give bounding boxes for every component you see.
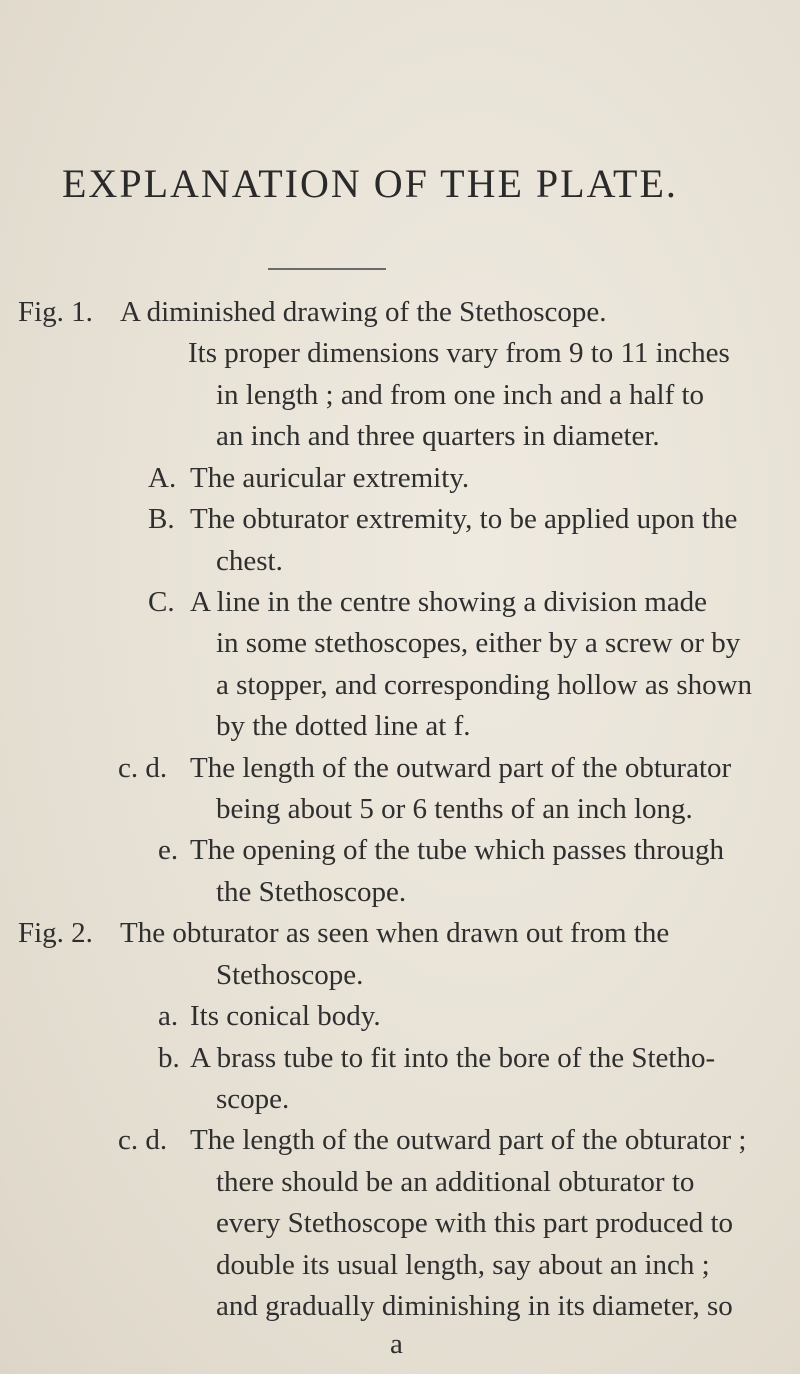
entry-line: Its conical body. xyxy=(190,1000,381,1032)
entry-label: a. xyxy=(158,1000,179,1032)
entry-line: Its proper dimensions vary from 9 to 11 inches xyxy=(188,337,730,369)
entry-line: The length of the outward part of the obturator ; xyxy=(190,1124,747,1156)
entry-label: b. xyxy=(158,1042,180,1074)
entry-line: Stethoscope. xyxy=(216,959,364,991)
entry-line: in length ; and from one inch and a half to xyxy=(216,379,705,411)
entry-label: C. xyxy=(148,586,175,618)
entry-line: The obturator as seen when drawn out from the xyxy=(120,917,670,949)
entry-line: The auricular extremity. xyxy=(190,462,470,494)
entry-line: The obturator extremity, to be applied upon the xyxy=(190,503,738,535)
entry-line: A diminished drawing of the Stethoscope. xyxy=(120,296,607,328)
entry-line: double its usual length, say about an inch ; xyxy=(216,1249,710,1281)
entry-line: a stopper, and corresponding hollow as shown xyxy=(216,669,753,701)
entry-line: and gradually diminishing in its diameter, so xyxy=(216,1290,733,1322)
entry-label: B. xyxy=(148,503,175,535)
entry-line: in some stethoscopes, either by a screw or by xyxy=(216,627,741,659)
entry-line: the Stethoscope. xyxy=(216,876,407,908)
entry-line: by the dotted line at f. xyxy=(216,710,471,742)
entry-label: c. d. xyxy=(118,752,168,784)
entry-line: The length of the outward part of the obturator xyxy=(190,752,732,784)
entry-label: A. xyxy=(148,462,177,494)
catchword: a xyxy=(390,1328,403,1360)
entry-line: A line in the centre showing a division made xyxy=(190,586,708,618)
entry-line: A brass tube to fit into the bore of the Stetho- xyxy=(190,1042,716,1074)
entry-line: The opening of the tube which passes through xyxy=(190,834,724,866)
entry-line: chest. xyxy=(216,545,283,577)
entry-line: scope. xyxy=(216,1083,290,1115)
entry-line: being about 5 or 6 tenths of an inch long. xyxy=(216,793,693,825)
entry-label: e. xyxy=(158,834,179,866)
entry-label: Fig. 1. xyxy=(18,296,93,328)
entry-label: Fig. 2. xyxy=(18,917,93,949)
entry-label: c. d. xyxy=(118,1124,168,1156)
entry-line: every Stethoscope with this part produced to xyxy=(216,1207,734,1239)
entry-line: an inch and three quarters in diameter. xyxy=(216,420,660,452)
page-title: EXPLANATION OF THE PLATE. xyxy=(62,161,678,206)
entry-line: there should be an additional obturator to xyxy=(216,1166,695,1198)
title-divider xyxy=(268,268,386,270)
